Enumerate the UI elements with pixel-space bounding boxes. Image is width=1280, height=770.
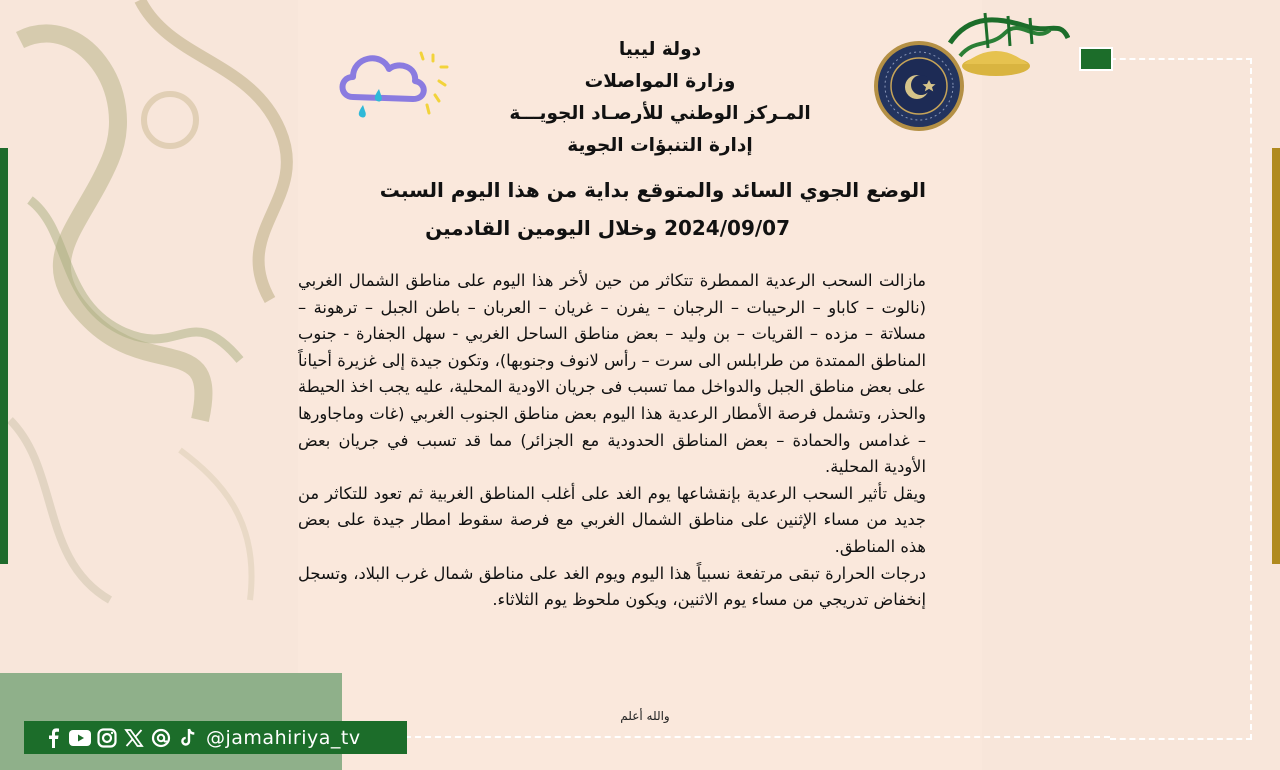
- header-center: المـركز الوطني للأرصـاد الجويـــة: [509, 103, 811, 124]
- forecast-body: [298, 268, 926, 614]
- youtube-icon[interactable]: [69, 727, 91, 749]
- decorative-calligraphy: [0, 0, 300, 770]
- right-accent-bar: [1272, 148, 1280, 564]
- forecast-title: [350, 172, 926, 248]
- social-bar: [24, 721, 407, 754]
- title-line-1: الوضع الجوي السائد والمتوقع بداية من هذا اليوم السبت: [379, 178, 926, 202]
- facebook-icon[interactable]: [42, 727, 64, 749]
- paragraph-clearing: ويقل تأثير السحب الرعدية بإنقشاعها يوم الغد على أغلب المناطق الغربية ثم تعود للتكاثر من جديد من مساء الإثنين على مناطق الشمال الغربي مع فرصة سقوط امطار جيدة على بعض هذه المناطق.: [298, 483, 926, 556]
- green-flag-badge: [1079, 47, 1113, 71]
- paragraph-temperature: درجات الحرارة تبقى مرتفعة نسبياً هذا اليوم ويوم الغد على مناطق شمال غرب البلاد، وتسجل إنخفاض تدريجي من مساء يوم الاثنين، ويكون ملحوظ يوم الثلاثاء.: [298, 563, 926, 610]
- dashed-frame: [1110, 58, 1252, 740]
- rain-cloud-sun-icon: [335, 45, 450, 129]
- tiktok-icon[interactable]: [177, 727, 199, 749]
- paragraph-thunderstorms: مازالت السحب الرعدية الممطرة تتكاثر من حين لأخر هذا اليوم على مناطق الشمال الغربي (نالوت – كاباو – الرحيبات – الرجبان – يفرن – غريان – العربان – باطن الجبل – ترهونة – مسلاتة – مزده – القريات – بن وليد – بعض مناطق الساحل الغربي - سهل الجفارة - جنوب المناطق الممتدة من طرابلس الى سرت – رأس لانوف وجنوبها)، وتكون جيدة إلى غزيرة أحياناً على بعض مناطق الجبل والدواخل مما تسبب فى جريان الاودية المحلية، عليه يجب اخذ الحيطة والحذر، وتشمل فرصة الأمطار الرعدية هذا اليوم بعض مناطق الجنوب الغربي (غات وماجاورها – غدامس والحمادة – بعض المناطق الحدودية مع الجزائر) مما قد تسبب في جريان بعض الأودية المحلية.: [298, 271, 926, 477]
- state-seal: [873, 40, 965, 136]
- left-accent-bar: [0, 148, 8, 564]
- social-handle[interactable]: @jamahiriya_tv: [206, 726, 361, 749]
- title-line-2: 2024/09/07 وخلال اليومين القادمين: [425, 216, 790, 240]
- x-icon[interactable]: [123, 727, 145, 749]
- header-department: إدارة التنبؤات الجوية: [567, 135, 753, 156]
- ministry-header: [480, 34, 840, 162]
- header-ministry: وزارة المواصلات: [584, 71, 736, 92]
- header-state: دولة ليبيا: [618, 39, 702, 60]
- dashed-frame-bottom: [405, 736, 1110, 738]
- closing-phrase: والله أعلم: [620, 709, 670, 723]
- threads-icon[interactable]: [150, 727, 172, 749]
- instagram-icon[interactable]: [96, 727, 118, 749]
